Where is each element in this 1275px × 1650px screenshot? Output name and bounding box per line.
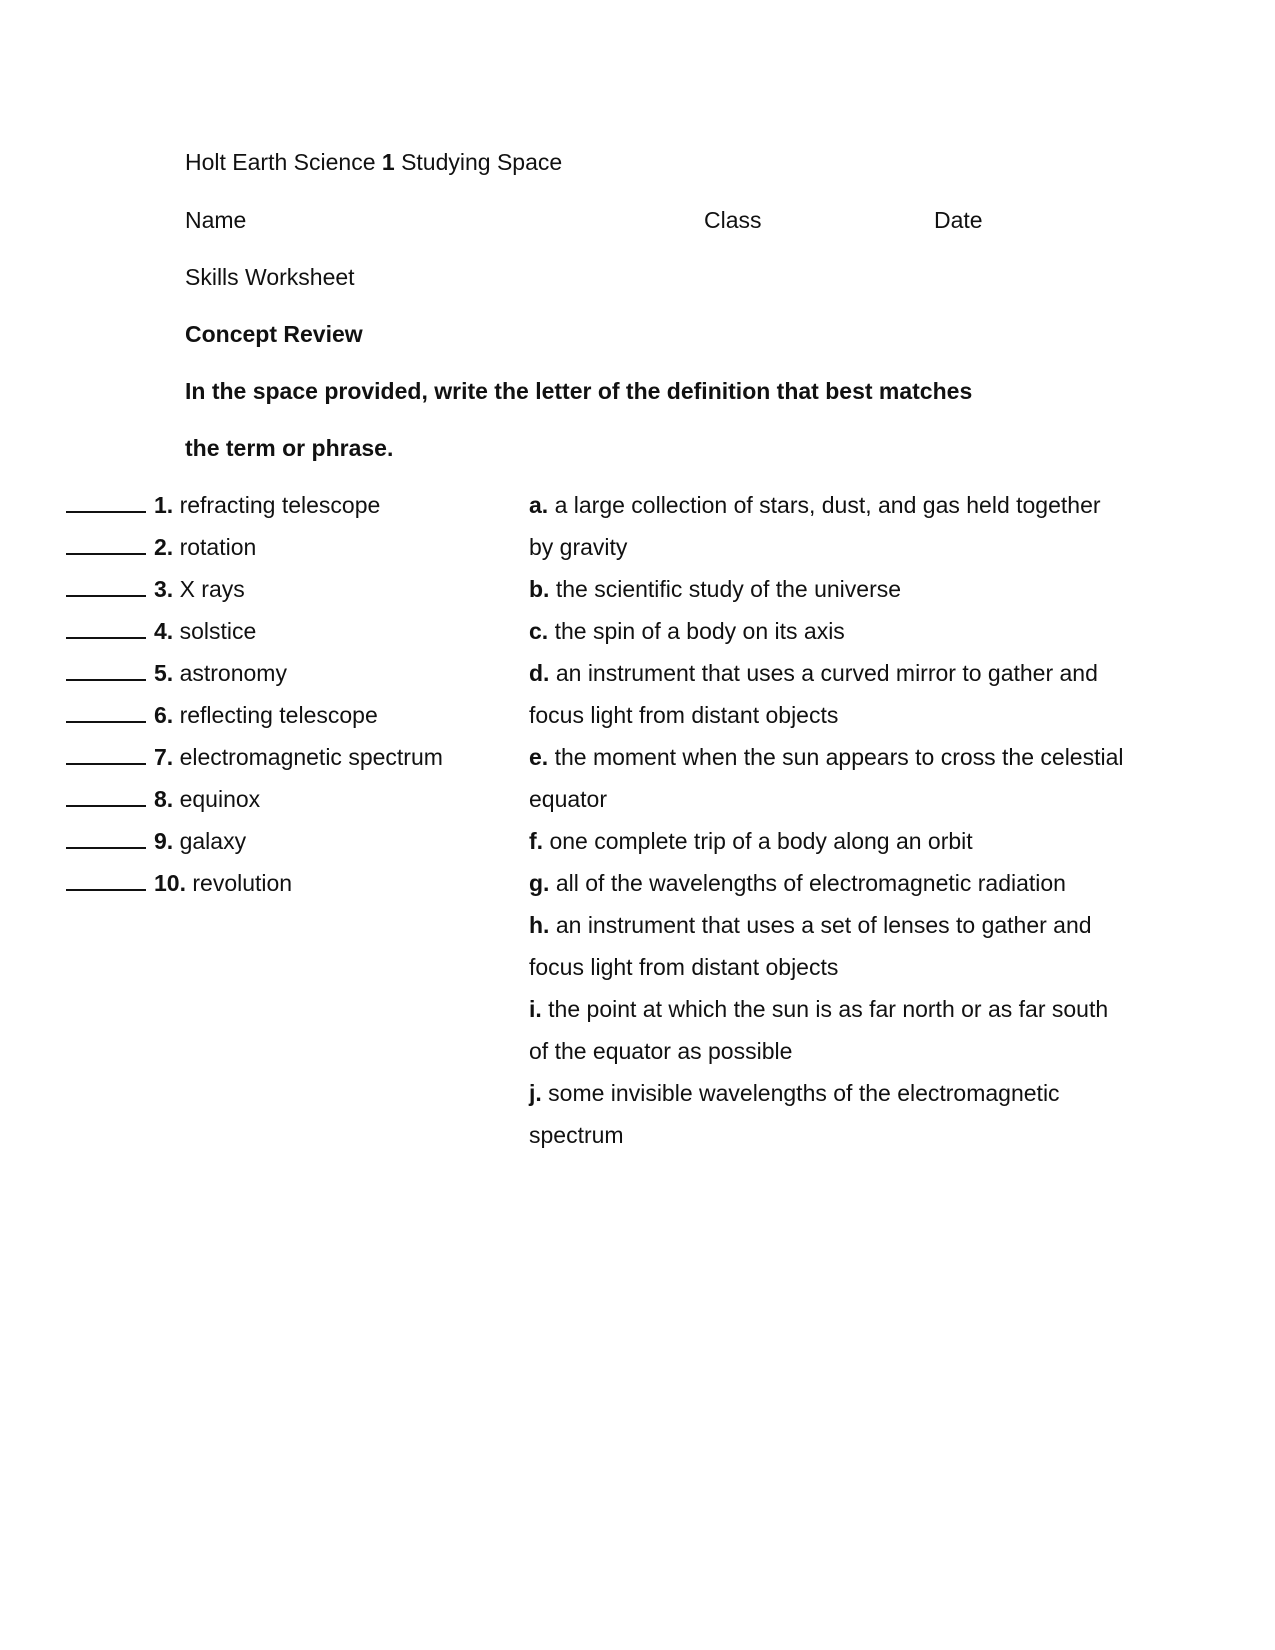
- date-label: Date: [934, 207, 983, 233]
- answer-blank[interactable]: [66, 659, 146, 681]
- definition-i-cont: of the equator as possible: [529, 1038, 793, 1064]
- definition-g: [529, 869, 1066, 897]
- term-number: 2.: [154, 534, 174, 560]
- term-row: [66, 827, 246, 855]
- definition-a: [529, 491, 1101, 519]
- term-number: 8.: [154, 786, 174, 812]
- instructions-line-1: In the space provided, write the letter of the definition that best matches: [185, 378, 973, 404]
- term-text: X rays: [179, 576, 245, 602]
- term-number: 4.: [154, 618, 174, 644]
- term-text: rotation: [179, 534, 257, 560]
- definition-letter: b.: [529, 576, 550, 602]
- answer-blank[interactable]: [66, 785, 146, 807]
- definition-text: one complete trip of a body along an orbit: [549, 828, 973, 854]
- worksheet-header-title: [185, 148, 562, 176]
- name-label: Name: [185, 207, 247, 233]
- term-number: 10.: [154, 870, 186, 896]
- term-text: astronomy: [179, 660, 287, 686]
- definition-e: [529, 743, 1124, 771]
- definition-text: an instrument that uses a set of lenses to gather and: [555, 912, 1092, 938]
- definition-c: [529, 617, 845, 645]
- definition-letter: h.: [529, 912, 550, 938]
- term-row: [66, 659, 287, 687]
- definition-text: an instrument that uses a curved mirror to gather and: [555, 660, 1098, 686]
- term-text: reflecting telescope: [179, 702, 378, 728]
- term-row: [66, 785, 260, 813]
- term-number: 6.: [154, 702, 174, 728]
- answer-blank[interactable]: [66, 743, 146, 765]
- definition-letter: a.: [529, 492, 549, 518]
- definition-letter: d.: [529, 660, 550, 686]
- answer-blank[interactable]: [66, 869, 146, 891]
- definition-j: [529, 1079, 1060, 1107]
- definition-d-cont: focus light from distant objects: [529, 702, 839, 728]
- term-number: 1.: [154, 492, 174, 518]
- section-heading: Concept Review: [185, 321, 363, 347]
- answer-blank[interactable]: [66, 701, 146, 723]
- definition-text: a large collection of stars, dust, and gas held together: [554, 492, 1101, 518]
- definition-letter: i.: [529, 996, 542, 1022]
- answer-blank[interactable]: [66, 491, 146, 513]
- definition-text: the scientific study of the universe: [555, 576, 902, 602]
- term-text: solstice: [179, 618, 257, 644]
- term-text: revolution: [192, 870, 293, 896]
- definition-a-cont: by gravity: [529, 534, 628, 560]
- definition-j-cont: spectrum: [529, 1122, 624, 1148]
- definition-text: the spin of a body on its axis: [554, 618, 845, 644]
- term-text: equinox: [179, 786, 261, 812]
- term-row: [66, 575, 245, 603]
- book-title: Holt Earth Science: [185, 149, 376, 175]
- definition-letter: j.: [529, 1080, 542, 1106]
- term-row: [66, 533, 256, 561]
- definition-i: [529, 995, 1108, 1023]
- definition-letter: g.: [529, 870, 550, 896]
- term-text: electromagnetic spectrum: [179, 744, 443, 770]
- term-row: [66, 491, 380, 519]
- answer-blank[interactable]: [66, 827, 146, 849]
- class-label: Class: [704, 207, 762, 233]
- answer-blank[interactable]: [66, 533, 146, 555]
- term-row: [66, 701, 378, 729]
- definition-h-cont: focus light from distant objects: [529, 954, 839, 980]
- definition-f: [529, 827, 973, 855]
- term-text: galaxy: [179, 828, 247, 854]
- answer-blank[interactable]: [66, 617, 146, 639]
- definition-d: [529, 659, 1098, 687]
- worksheet-type: Skills Worksheet: [185, 264, 355, 290]
- term-number: 7.: [154, 744, 174, 770]
- answer-blank[interactable]: [66, 575, 146, 597]
- definition-text: the point at which the sun is as far north or as far south: [548, 996, 1109, 1022]
- definition-b: [529, 575, 901, 603]
- definition-letter: e.: [529, 744, 549, 770]
- term-row: [66, 617, 256, 645]
- definition-letter: f.: [529, 828, 544, 854]
- term-text: refracting telescope: [179, 492, 381, 518]
- page-number: 1: [381, 149, 395, 175]
- definition-letter: c.: [529, 618, 549, 644]
- term-number: 3.: [154, 576, 174, 602]
- instructions-line-2: the term or phrase.: [185, 435, 394, 461]
- definition-h: [529, 911, 1092, 939]
- definition-text: the moment when the sun appears to cross the celestial: [554, 744, 1124, 770]
- term-number: 5.: [154, 660, 174, 686]
- definition-e-cont: equator: [529, 786, 608, 812]
- term-number: 9.: [154, 828, 174, 854]
- definition-text: some invisible wavelengths of the electromagnetic: [548, 1080, 1060, 1106]
- chapter-title: Studying Space: [401, 149, 563, 175]
- term-row: [66, 869, 292, 897]
- term-row: [66, 743, 443, 771]
- definition-text: all of the wavelengths of electromagnetic radiation: [555, 870, 1066, 896]
